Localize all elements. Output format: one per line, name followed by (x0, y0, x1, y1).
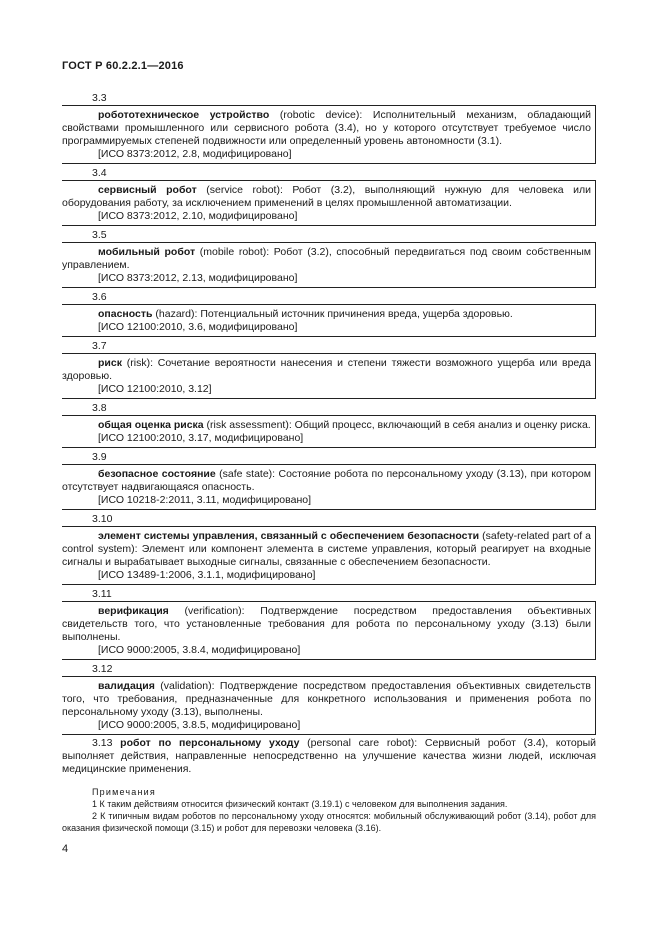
term-definition (62, 530, 591, 569)
document-header: ГОСТ Р 60.2.2.1—2016 (62, 60, 184, 72)
term-name: сервисный робот (98, 184, 197, 196)
term-number: 3.3 (92, 92, 107, 104)
term-3-7 (62, 337, 596, 399)
notes-title: Примечания (92, 787, 156, 797)
term-3-11 (62, 585, 596, 660)
term-name: безопасное состояние (98, 468, 216, 480)
term-text: (safety-related part of a control system): Элемент или компонент элемента в системе управления, который реагирует на входные сигналы и вырабатывает выходные сигналы, связанные с обеспечением безопасности. (62, 530, 591, 568)
term-name: робот по персональному уходу (120, 737, 300, 749)
term-name: робототехническое устройство (98, 109, 270, 121)
term-definition (62, 419, 591, 432)
term-box (62, 180, 596, 226)
term-text: (service robot): Робот (3.2), выполняющий нужную для человека или оборудования работу, за исключением применений в целях промышленной автоматизации. (62, 184, 591, 209)
term-3-5 (62, 226, 596, 288)
notes-section (62, 786, 596, 834)
term-name: мобильный робот (98, 246, 196, 258)
term-name: риск (98, 357, 122, 369)
term-number: 3.13 (92, 737, 113, 749)
term-text: (robotic device): Исполнительный механизм, обладающий свойствами промышленного или сервисного робота (3.4), но у которого отсутствует требуемое число программируемых степеней подвижности или определенный уровень автономности (3.1). (62, 109, 591, 147)
term-box (62, 526, 596, 585)
term-3-4 (62, 164, 596, 226)
term-3-12 (62, 660, 596, 735)
term-definition (62, 737, 596, 776)
term-definition (62, 680, 591, 719)
term-name: верификация (98, 605, 169, 617)
term-definition (62, 357, 591, 383)
term-3-9 (62, 448, 596, 510)
note-item: 2 К типичным видам роботов по персональному уходу относятся: мобильный обслуживающий робот (3.14), робот для оказания физической помощи (3.15) и робот для перевозки человека (3.16). (62, 811, 596, 833)
term-source: [ИСО 8373:2012, 2.10, модифицировано] (98, 210, 298, 222)
term-box (62, 242, 596, 288)
term-number: 3.10 (92, 513, 113, 525)
term-text: (personal care robot): Сервисный робот (3.4), который выполняет действия, направленные непосредственно на улучшение качества жизни людей, исключая медицинские применения. (62, 737, 596, 775)
term-definition (62, 308, 591, 321)
term-number: 3.11 (92, 588, 112, 600)
term-text: (verification): Подтверждение посредством предоставления объективных свидетельств того, что установленные требования для робота по персональному уходу (3.13) были выполнены. (62, 605, 591, 643)
term-number: 3.9 (92, 451, 107, 463)
note-item: 1 К таким действиям относится физический контакт (3.19.1) с человеком для выполнения задания. (92, 799, 508, 809)
page-number: 4 (62, 843, 69, 855)
term-name: валидация (98, 680, 155, 692)
term-number: 3.8 (92, 402, 107, 414)
term-text: (risk): Сочетание вероятности нанесения и степени тяжести возможного ущерба или вреда здоровью. (62, 357, 591, 382)
term-box (62, 601, 596, 660)
term-name: элемент системы управления, связанный с обеспечением безопасности (98, 530, 480, 542)
term-text: (mobile robot): Робот (3.2), способный передвигаться под своим собственным управлением. (62, 246, 591, 271)
terms-content (62, 89, 596, 834)
term-box (62, 353, 596, 399)
term-box (62, 304, 596, 337)
term-definition (62, 184, 591, 210)
term-box (62, 676, 596, 735)
term-name: общая оценка риска (98, 419, 204, 431)
term-source: [ИСО 9000:2005, 3.8.4, модифицировано] (98, 644, 301, 656)
term-source: [ИСО 12100:2010, 3.6, модифицировано] (98, 321, 298, 333)
term-3-3 (62, 89, 596, 164)
term-definition (62, 246, 591, 272)
term-source: [ИСО 9000:2005, 3.8.5, модифицировано] (98, 719, 301, 731)
term-source: [ИСО 8373:2012, 2.13, модифицировано] (98, 272, 298, 284)
term-3-8 (62, 399, 596, 448)
term-number: 3.5 (92, 229, 107, 241)
term-number: 3.12 (92, 663, 113, 675)
term-source: [ИСО 12100:2010, 3.12] (98, 383, 212, 395)
term-number: 3.4 (92, 167, 107, 179)
term-text: (hazard): Потенциальный источник причинения вреда, ущерба здоровью. (152, 308, 513, 320)
term-source: [ИСО 8373:2012, 2.8, модифицировано] (98, 148, 292, 160)
term-source: [ИСО 12100:2010, 3.17, модифицировано] (98, 432, 304, 444)
term-box (62, 464, 596, 510)
term-3-10 (62, 510, 596, 585)
term-definition (62, 605, 591, 644)
term-source: [ИСО 13489-1:2006, 3.1.1, модифицировано] (98, 569, 316, 581)
term-box (62, 105, 596, 164)
term-text: (risk assessment): Общий процесс, включающий в себя анализ и оценку риска. (203, 419, 591, 431)
term-text: (safe state): Состояние робота по персональному уходу (3.13), при котором отсутствует надвигающаяся опасность. (62, 468, 591, 493)
term-number: 3.7 (92, 340, 107, 352)
term-definition (62, 468, 591, 494)
term-3-6 (62, 288, 596, 337)
term-source: [ИСО 10218-2:2011, 3.11, модифицировано] (98, 494, 311, 506)
term-name: опасность (98, 308, 153, 320)
term-number: 3.6 (92, 291, 107, 303)
term-3-13 (62, 737, 596, 776)
term-box (62, 415, 596, 448)
term-definition (62, 109, 591, 148)
term-text: (validation): Подтверждение посредством предоставления объективных свидетельств того, что требования, предназначенные для конкретного использования и применения робота по персональному уходу (3.13), выполнены. (62, 680, 591, 718)
